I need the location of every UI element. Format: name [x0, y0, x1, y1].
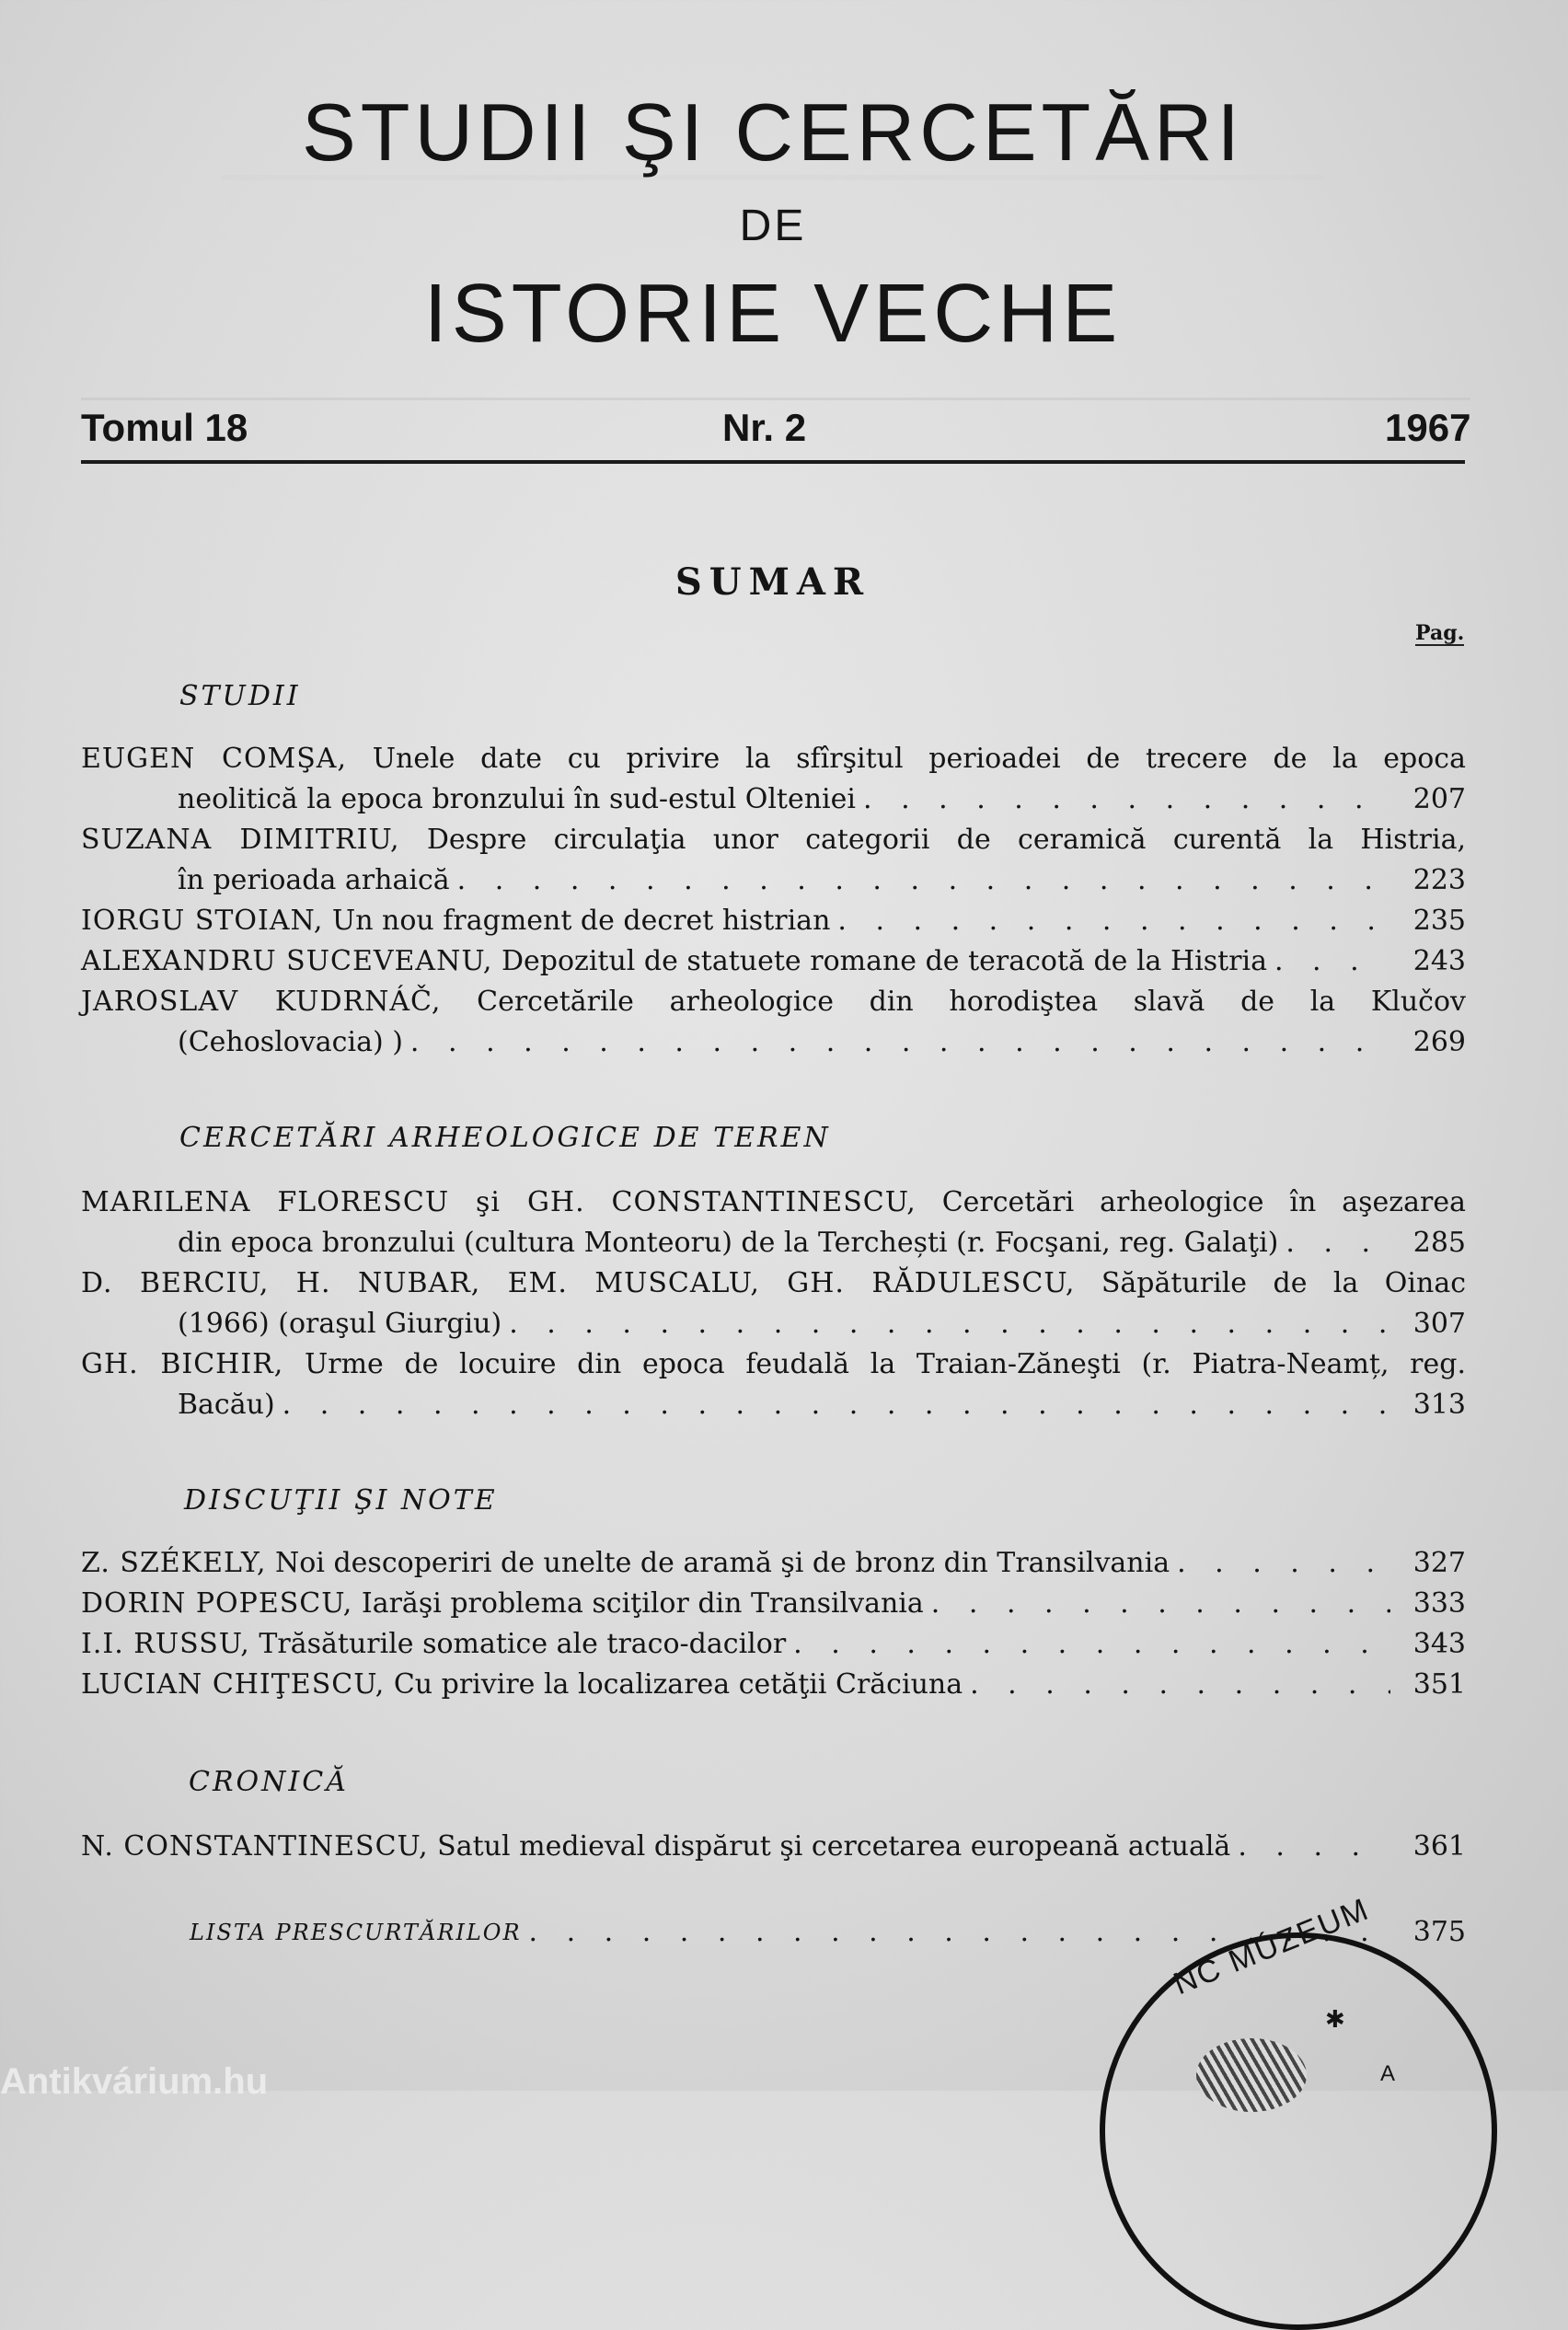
abbreviations-label: LISTA PRESCURTĂRILOR: [190, 1920, 522, 1945]
stamp-text: NC MÚZEUM: [1169, 1891, 1375, 2002]
entry-title: Satul medieval dispărut şi cercetarea europeană actuală: [437, 1830, 1231, 1863]
toc-entry-bichir[interactable]: [81, 1344, 1466, 1425]
entry-author: EUGEN COMŞA,: [81, 743, 348, 775]
entry-author: LUCIAN CHIŢESCU,: [81, 1668, 386, 1701]
entry-author: N. CONSTANTINESCU,: [81, 1830, 429, 1863]
leader-dots: [931, 1584, 1390, 1624]
toc-entry-comsa[interactable]: [81, 739, 1466, 820]
watermark: Antikvárium.hu: [0, 2061, 269, 2102]
page-column-label: Pag.: [1415, 621, 1465, 645]
toc-entry-suceveanu[interactable]: [81, 941, 1466, 982]
entry-page: 307: [1412, 1308, 1466, 1340]
leader-dots: [282, 1385, 1390, 1425]
star-icon: ✱: [1325, 2006, 1345, 2034]
leader-dots: [1286, 1223, 1390, 1263]
entry-title: Depozitul de statuete romane de teracotă de la Histria: [501, 945, 1267, 977]
toc-entry-stoian[interactable]: [81, 901, 1466, 941]
entry-author: DORIN POPESCU,: [81, 1587, 353, 1620]
section-title-studii: STUDII: [179, 680, 301, 712]
toc-entry-florescu[interactable]: [81, 1182, 1466, 1263]
entry-author: SUZANA DIMITRIU,: [81, 824, 400, 856]
entry-title: Noi descoperiri de unelte de aramă şi de bronz din Transilvania: [275, 1547, 1170, 1579]
leader-dots: [837, 901, 1390, 941]
leader-dots: [863, 779, 1390, 820]
entry-page: 207: [1412, 783, 1466, 815]
leader-dots: [1238, 1827, 1390, 1867]
stamp-letter: A: [1380, 2061, 1396, 2086]
bleed-through-rule: [81, 398, 1470, 400]
entry-page: 327: [1412, 1547, 1466, 1579]
stamp-emblem-icon: [1196, 2038, 1307, 2112]
entry-title-continued: Bacău): [178, 1389, 275, 1421]
leader-dots: [1177, 1543, 1390, 1584]
entry-title-continued: în perioada arhaică: [178, 864, 450, 896]
leader-dots: [970, 1665, 1390, 1705]
entry-page: 351: [1412, 1668, 1466, 1701]
entry-author: I.I. RUSSU,: [81, 1628, 250, 1660]
entry-page: 313: [1412, 1389, 1466, 1421]
entry-page: 343: [1412, 1628, 1466, 1660]
toc-entry-russu[interactable]: [81, 1624, 1466, 1665]
leader-dots: [509, 1304, 1390, 1344]
publication-year: 1967: [1385, 406, 1471, 449]
toc-entry-berciu[interactable]: [81, 1263, 1466, 1344]
entry-title: Unele date cu privire la sfîrşitul perioadei de trecere de la epoca: [372, 743, 1466, 775]
journal-title-line3: ISTORIE VECHE: [423, 268, 1123, 360]
toc-entry-kudrnac[interactable]: [81, 982, 1466, 1063]
section-title-cronica: CRONICĂ: [189, 1766, 349, 1798]
entry-title: Săpăturile de la Oinac: [1101, 1267, 1467, 1299]
volume-label: Tomul 18: [81, 406, 248, 449]
entry-title-continued: din epoca bronzului (cultura Monteoru) de la Terchești (r. Focşani, reg. Galaţi): [178, 1227, 1279, 1259]
section-title-teren: CERCETĂRI ARHEOLOGICE DE TEREN: [179, 1122, 831, 1154]
entry-page: 285: [1412, 1227, 1466, 1259]
leader-dots: [1274, 941, 1390, 982]
toc-entry-chitescu[interactable]: [81, 1665, 1466, 1705]
entry-page: 361: [1412, 1830, 1466, 1863]
toc-heading: SUMAR: [674, 560, 871, 604]
issue-number: Nr. 2: [722, 406, 807, 449]
entry-page: 243: [1412, 945, 1466, 977]
entry-title: Iarăşi problema sciţilor din Transilvania: [361, 1587, 924, 1620]
toc-entry-szekely[interactable]: [81, 1543, 1466, 1584]
entry-title: Cu privire la localizarea cetăţii Crăciuna: [393, 1668, 963, 1701]
entry-page: 375: [1412, 1916, 1466, 1948]
museum-stamp: [1100, 1932, 1497, 2330]
entry-title: Trăsăturile somatice ale traco-dacilor: [259, 1628, 787, 1660]
leader-dots: [410, 1022, 1390, 1063]
entry-title-continued: (Cehoslovacia) ): [178, 1026, 403, 1058]
entry-page: 269: [1412, 1026, 1466, 1058]
journal-title-line2: DE: [739, 202, 807, 250]
entry-title: Despre circulaţia unor categorii de ceramică curentă la Histria,: [426, 824, 1466, 856]
entry-page: 333: [1412, 1587, 1466, 1620]
entry-title: Cercetări arheologice în aşezarea: [941, 1186, 1466, 1218]
entry-title-continued: (1966) (oraşul Giurgiu): [178, 1308, 502, 1340]
entry-author: IORGU STOIAN,: [81, 905, 324, 937]
entry-author: ALEXANDRU SUCEVEANU,: [81, 945, 493, 977]
entry-title: Cercetările arheologice din horodiştea slavă de la Klučov: [477, 986, 1466, 1018]
leader-dots: [793, 1624, 1390, 1665]
entry-page: 223: [1412, 864, 1466, 896]
entry-title: Un nou fragment de decret histrian: [331, 905, 831, 937]
entry-author: D. BERCIU, H. NUBAR, EM. MUSCALU, GH. RĂDULESCU,: [81, 1267, 1076, 1299]
header-rule: [81, 460, 1465, 464]
toc-entry-constantinescu[interactable]: [81, 1827, 1466, 1867]
entry-page: 235: [1412, 905, 1466, 937]
entry-author: Z. SZÉKELY,: [81, 1547, 267, 1579]
journal-title-line1: STUDII ŞI CERCETĂRI: [302, 87, 1244, 178]
entry-author: JAROSLAV KUDRNÁČ,: [81, 986, 442, 1018]
entry-author: MARILENA FLORESCU şi GH. CONSTANTINESCU,: [81, 1186, 917, 1218]
toc-entry-dimitriu[interactable]: [81, 820, 1466, 901]
section-title-discutii: DISCUŢII ŞI NOTE: [184, 1484, 498, 1517]
entry-title-continued: neolitică la epoca bronzului în sud-estul Olteniei: [178, 783, 856, 815]
entry-author: GH. BICHIR,: [81, 1348, 284, 1380]
toc-entry-popescu[interactable]: [81, 1584, 1466, 1624]
leader-dots: [457, 860, 1390, 901]
entry-title: Urme de locuire din epoca feudală la Traian-Zăneşti (r. Piatra-Neamț, reg.: [304, 1348, 1466, 1380]
